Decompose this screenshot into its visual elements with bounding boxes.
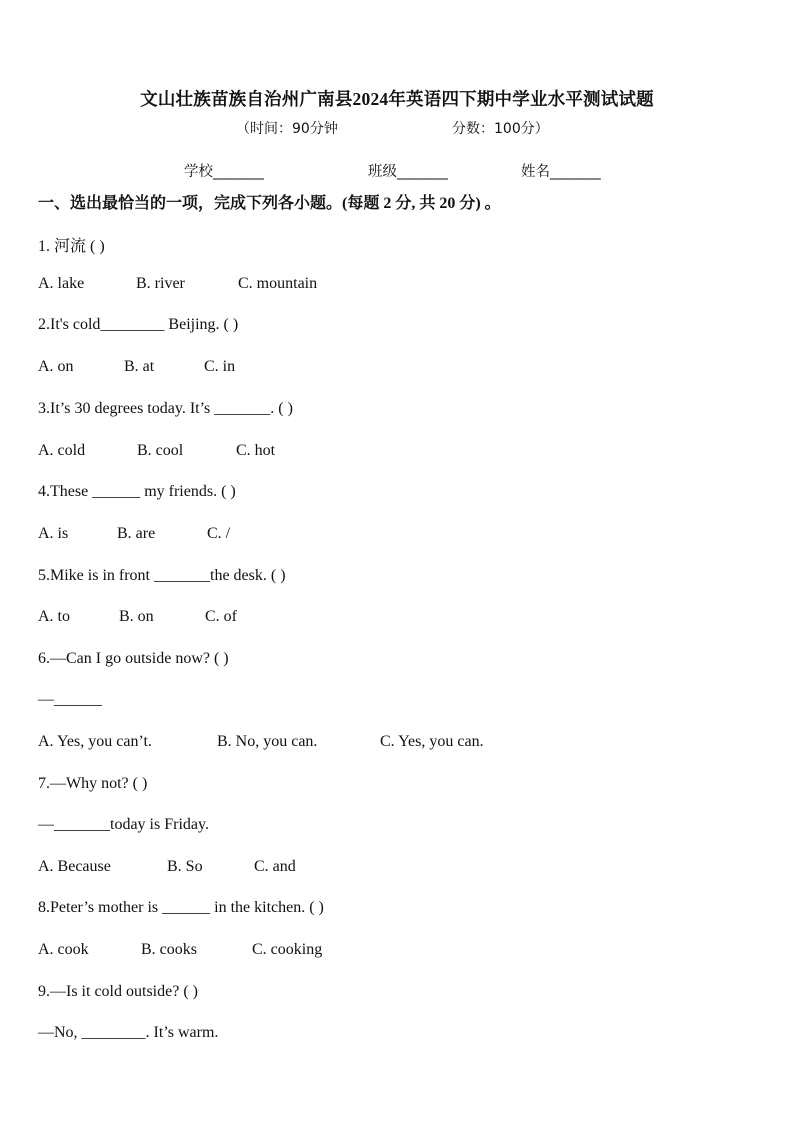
time-limit: （时间：90分钟 [236,121,338,137]
question-stem: 6.—Can I go outside now? ( ) [38,650,229,667]
option-c: C. Yes, you can. [380,733,484,750]
option-c: C. in [204,358,236,375]
option-c: C. hot [236,442,276,459]
option-b: B. at [124,358,155,375]
question-stem: 8.Peter’s mother is ______ in the kitchen. ( ) [38,899,324,916]
page-title: 文山壮族苗族自治州广南县2024年英语四下期中学业水平测试试题 [140,89,654,109]
question-stem: 1. 河流 ( ) [38,238,105,255]
option-c: C. / [207,525,231,542]
question-stem: 9.—Is it cold outside? ( ) [38,983,198,1000]
option-c: C. and [254,858,296,875]
answer-line: —_______today is Friday. [38,816,209,833]
option-a: A. cold [38,442,86,459]
question-stem: 3.It’s 30 degrees today. It’s _______. ( ) [38,400,293,417]
name-field: 姓名_______ [521,164,601,180]
option-b: B. are [117,525,156,542]
option-c: C. mountain [238,275,318,292]
answer-line: —No, ________. It’s warm. [38,1024,219,1041]
option-c: C. cooking [252,941,323,958]
option-b: B. No, you can. [217,733,318,750]
option-a: A. on [38,358,74,375]
class-field: 班级_______ [368,164,448,180]
option-b: B. river [136,275,185,292]
question-stem: 4.These ______ my friends. ( ) [38,483,236,500]
option-b: B. on [119,608,154,625]
option-a: A. to [38,608,70,625]
question-stem: 5.Mike is in front _______the desk. ( ) [38,567,286,584]
option-a: A. Because [38,858,111,875]
option-c: C. of [205,608,237,625]
option-b: B. So [167,858,203,875]
option-b: B. cooks [141,941,197,958]
question-stem: 7.—Why not? ( ) [38,775,148,792]
total-score: 分数：100分） [452,121,549,137]
school-field: 学校_______ [184,164,264,180]
option-a: A. Yes, you can’t. [38,733,152,750]
section-heading: 一、选出最恰当的一项，完成下列各小题。(每题 2 分, 共 20 分) 。 [38,195,501,212]
option-b: B. cool [137,442,184,459]
question-stem: 2.It's cold________ Beijing. ( ) [38,316,239,333]
option-a: A. cook [38,941,89,958]
option-a: A. is [38,525,69,542]
answer-line: —______ [38,691,102,708]
option-a: A. lake [38,275,85,292]
